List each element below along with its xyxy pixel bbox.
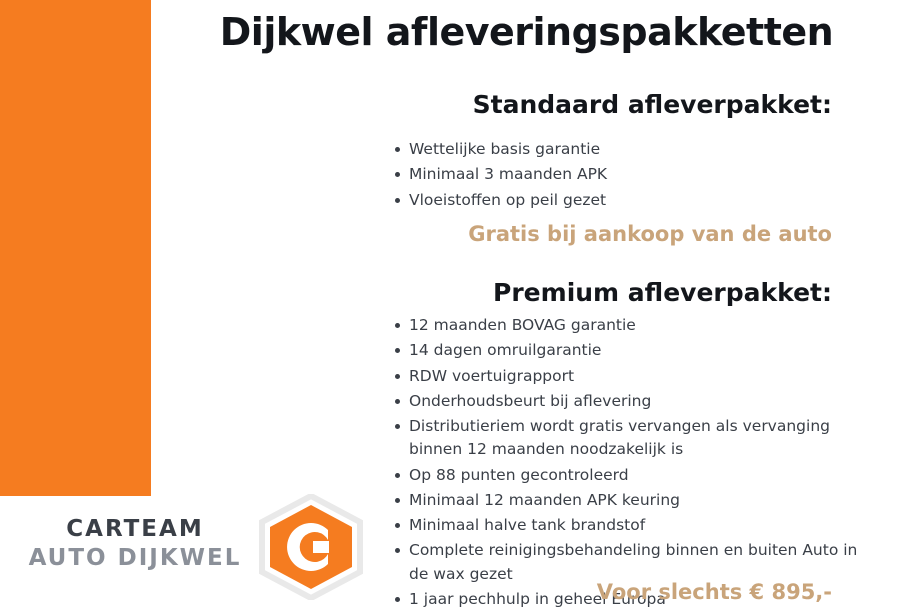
brand-wordmark <box>20 515 250 573</box>
standaard-section-heading: Standaard afleverpakket: <box>472 90 832 119</box>
list-item: Complete reinigingsbehandeling binnen en buiten Auto in de wax gezet <box>395 539 865 586</box>
brand-line-carteam: CARTEAM <box>66 516 204 542</box>
list-item: Op 88 punten gecontroleerd <box>395 464 865 487</box>
list-item: Minimaal 3 maanden APK <box>395 163 865 186</box>
list-item: Minimaal halve tank brandstof <box>395 514 865 537</box>
orange-accent-bar <box>0 0 151 496</box>
list-item: 1 jaar pechhulp in geheel Europa <box>395 588 865 611</box>
list-item: 14 dagen omruilgarantie <box>395 339 865 362</box>
list-item: RDW voertuigrapport <box>395 365 865 388</box>
list-item: Onderhoudsbeurt bij aflevering <box>395 390 865 413</box>
brand-line-auto-dijkwel: AUTO DIJKWEL <box>28 544 242 571</box>
page-title: Dijkwel afleveringspakketten <box>219 10 834 54</box>
premium-price-note: Voor slechts € 895,- <box>596 580 832 604</box>
list-item: Minimaal 12 maanden APK keuring <box>395 489 865 512</box>
premium-feature-list <box>375 314 865 613</box>
list-item: Wettelijke basis garantie <box>395 138 865 161</box>
list-item: 12 maanden BOVAG garantie <box>395 314 865 337</box>
carteam-hexagon-logo-icon <box>256 494 366 600</box>
list-item: Vloeistoffen op peil gezet <box>395 189 865 212</box>
standaard-feature-list <box>375 138 865 214</box>
standaard-price-note: Gratis bij aankoop van de auto <box>468 222 832 246</box>
list-item: Distributieriem wordt gratis vervangen als vervanging binnen 12 maanden noodzakelijk is <box>395 415 865 462</box>
premium-section-heading: Premium afleverpakket: <box>493 278 832 307</box>
